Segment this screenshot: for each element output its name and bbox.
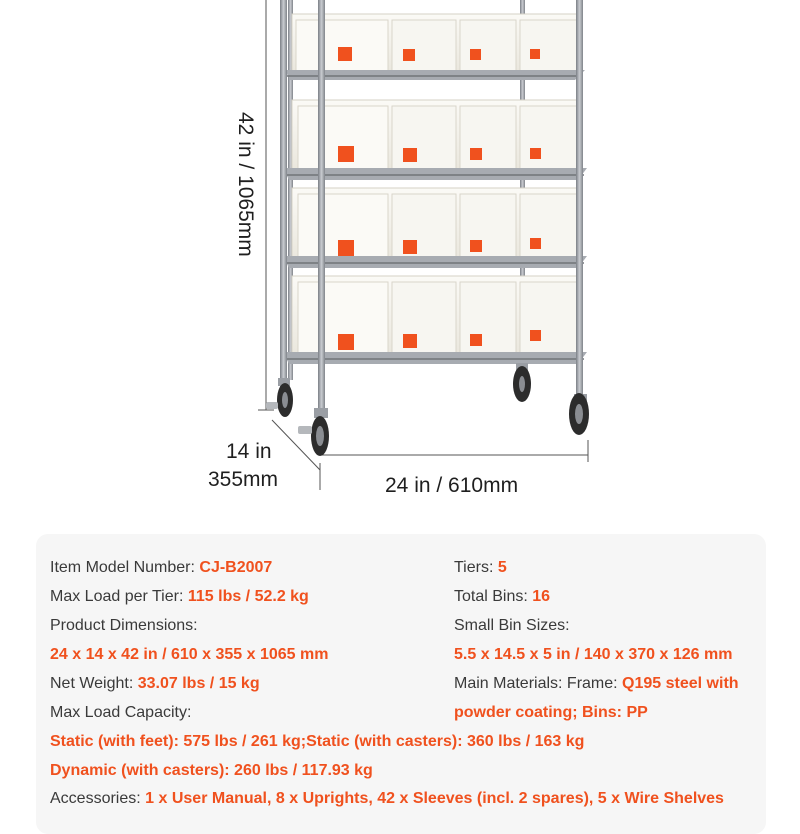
caster-front-right (569, 393, 589, 435)
width-label: 24 in / 610mm (385, 474, 519, 497)
spec-model (50, 558, 272, 578)
model-label: Item Model Number: (50, 559, 195, 576)
accessories-label: Accessories: (50, 790, 141, 807)
net-weight-value: 33.07 lbs / 15 kg (137, 675, 260, 692)
caster-rear-left (266, 378, 293, 417)
spec-max-capacity-label (50, 703, 191, 723)
spec-card (36, 534, 766, 834)
tiers-value: 5 (497, 559, 507, 576)
max-load-value: 115 lbs / 52.2 kg (187, 588, 309, 605)
spec-small-bin-label (454, 616, 570, 636)
caster-rear-right (513, 363, 531, 402)
shelf-tier-4 (283, 276, 587, 364)
max-load-label: Max Load per Tier: (50, 588, 184, 605)
net-weight-label: Net Weight: (50, 675, 134, 692)
model-value: CJ-B2007 (199, 559, 273, 576)
max-capacity-label: Max Load Capacity: (50, 704, 192, 721)
spec-max-load (50, 587, 309, 607)
spec-static (50, 732, 584, 752)
tiers-label: Tiers: (454, 559, 494, 576)
spec-tiers (454, 558, 507, 578)
product-dim-value: 24 x 14 x 42 in / 610 x 355 x 1065 mm (50, 646, 329, 663)
spec-total-bins (454, 587, 550, 607)
spec-materials-cont (454, 703, 648, 723)
small-bin-label: Small Bin Sizes: (454, 617, 570, 634)
spec-product-dim-label (50, 616, 198, 636)
spec-dynamic (50, 761, 373, 781)
materials-label: Main Materials: Frame: (454, 675, 618, 692)
depth-mm-label: 355mm (208, 468, 279, 491)
shelf-tier-3 (283, 188, 587, 268)
spec-accessories (50, 789, 724, 809)
dynamic-value: Dynamic (with casters): 260 lbs / 117.93 kg (50, 762, 373, 779)
materials-value-2: powder coating; Bins: PP (454, 704, 648, 721)
caster-front-left (298, 408, 329, 456)
spec-small-bin-value (454, 645, 732, 665)
shelf-tier-2 (283, 100, 587, 180)
depth-in-label: 14 in (226, 440, 272, 463)
spec-net-weight (50, 674, 260, 694)
accessories-value: 1 x User Manual, 8 x Uprights, 42 x Sleeves (incl. 2 spares), 5 x Wire Shelves (145, 790, 724, 807)
small-bin-value: 5.5 x 14.5 x 5 in / 140 x 370 x 126 mm (454, 646, 733, 663)
static-value: Static (with feet): 575 lbs / 261 kg;Static (with casters): 360 lbs / 163 kg (50, 733, 585, 750)
materials-value-1: Q195 steel with (622, 675, 739, 692)
total-bins-value: 16 (532, 588, 551, 605)
spec-materials (454, 674, 739, 694)
total-bins-label: Total Bins: (454, 588, 528, 605)
product-dim-label: Product Dimensions: (50, 617, 198, 634)
height-dimension-line (258, 0, 274, 410)
height-label: 42 in / 1065mm (234, 112, 257, 257)
spec-product-dim-value (50, 645, 328, 665)
shelf-tier-1 (285, 14, 585, 80)
